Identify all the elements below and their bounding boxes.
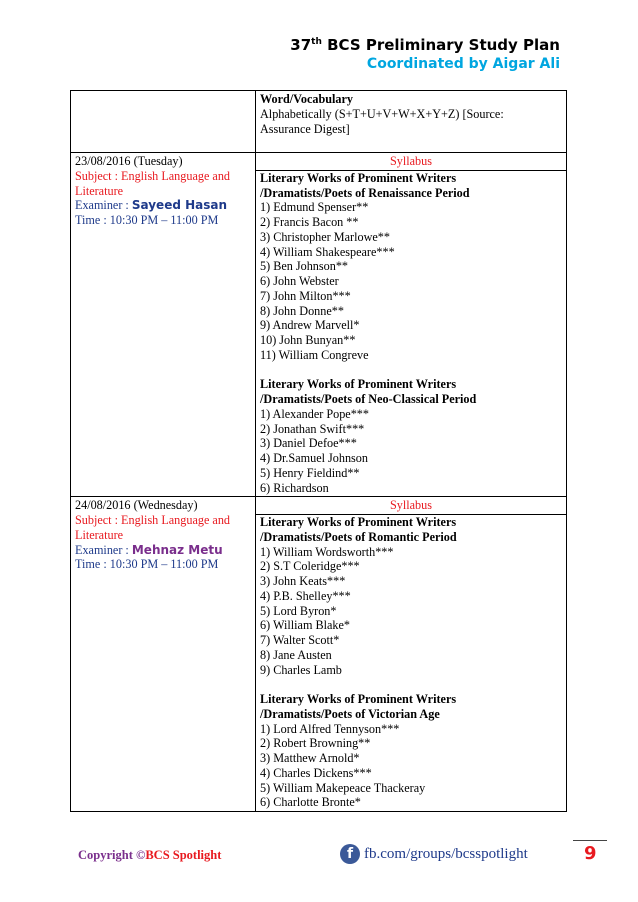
exam-date: 24/08/2016 (Wednesday) (75, 498, 198, 513)
document-title (290, 36, 560, 54)
facebook-group-link[interactable]: fb.com/groups/bcsspotlight (364, 845, 528, 862)
study-plan-table (70, 90, 567, 812)
syllabus-heading: Syllabus (256, 154, 566, 171)
spacer (260, 363, 562, 378)
list-item: 3) Matthew Arnold* (260, 751, 360, 765)
title-ordinal-suffix: th (311, 37, 322, 47)
list-item: 5) Lord Byron* (260, 603, 337, 618)
section-title: /Dramatists/Poets of Neo-Classical Period (260, 392, 477, 406)
section-title: Literary Works of Prominent Writers (260, 377, 457, 392)
section-title: /Dramatists/Poets of Renaissance Period (260, 185, 470, 200)
list-item: 9) Charles Lamb (260, 662, 342, 677)
list-item: 7) Walter Scott* (260, 633, 340, 647)
section-title: /Dramatists/Poets of Romantic Period (260, 529, 457, 544)
syllabus-heading: Syllabus (256, 498, 566, 515)
page-number: 9 (584, 843, 597, 864)
syllabus-cell (256, 153, 567, 497)
title-number: 37 (290, 36, 312, 54)
list-item: 2) Francis Bacon ** (260, 215, 359, 229)
vocab-line: Assurance Digest] (260, 121, 350, 136)
examiner-label: Examiner : (75, 198, 132, 213)
list-item: 2) S.T Coleridge*** (260, 559, 360, 574)
list-item: 4) P.B. Shelley*** (260, 588, 351, 603)
list-item: 1) Edmund Spenser** (260, 200, 369, 215)
section-title: Literary Works of Prominent Writers (260, 515, 457, 529)
list-item: 5) Ben Johnson** (260, 259, 349, 274)
exam-time: Time : 10:30 PM – 11:00 PM (75, 557, 219, 572)
list-item: 2) Jonathan Swift*** (260, 421, 365, 436)
list-item: 6) Charlotte Bronte* (260, 795, 361, 810)
list-item: 8) John Donne** (260, 303, 344, 318)
list-item: 3) Christopher Marlowe** (260, 229, 390, 244)
list-item: 6) William Blake* (260, 618, 350, 633)
list-item: 3) Daniel Defoe*** (260, 436, 357, 451)
spacer (260, 677, 562, 692)
list-item: 8) Jane Austen (260, 647, 332, 662)
list-item: 9) Andrew Marvell* (260, 318, 360, 333)
examiner-name: Sayeed Hasan (131, 198, 228, 213)
table-row (71, 91, 567, 153)
vocab-heading: Word/Vocabulary (260, 92, 353, 106)
page-number-divider (573, 840, 607, 841)
copyright-prefix: Copyright © (78, 848, 146, 862)
vocab-line: Alphabetically (S+T+U+V+W+X+Y+Z) [Source: (260, 106, 504, 121)
exam-time: Time : 10:30 PM – 11:00 PM (75, 213, 219, 227)
list-item: 11) William Congreve (260, 347, 369, 362)
list-item: 4) Charles Dickens*** (260, 765, 372, 780)
examiner-name: Mehnaz Metu (131, 542, 223, 557)
list-item: 5) Henry Fieldind** (260, 465, 360, 480)
copyright-brand: BCS Spotlight (145, 848, 222, 862)
examiner (75, 198, 251, 213)
exam-date: 23/08/2016 (Tuesday) (75, 154, 183, 168)
examiner-label: Examiner : (75, 542, 132, 557)
subject-line: Literature (75, 183, 124, 198)
list-item: 5) William Makepeace Thackeray (260, 780, 426, 795)
section-title: /Dramatists/Poets of Victorian Age (260, 706, 440, 721)
list-item: 1) Alexander Pope*** (260, 406, 369, 421)
schedule-cell (71, 153, 256, 497)
list-item: 6) John Webster (260, 274, 339, 288)
list-item: 7) John Milton*** (260, 288, 351, 303)
list-item: 1) Lord Alfred Tennyson*** (260, 721, 400, 736)
schedule-cell (71, 497, 256, 812)
subject-line: Literature (75, 527, 124, 542)
list-item: 6) Richardson (260, 480, 329, 495)
list-item: 10) John Bunyan** (260, 333, 356, 347)
list-item: 4) Dr.Samuel Johnson (260, 451, 368, 465)
list-item: 3) John Keats*** (260, 574, 346, 588)
subject-line: Subject : English Language and (75, 168, 231, 183)
list-item: 4) William Shakespeare*** (260, 244, 395, 259)
title-text: BCS Preliminary Study Plan (321, 36, 560, 54)
section-title: Literary Works of Prominent Writers (260, 170, 457, 185)
section-title: Literary Works of Prominent Writers (260, 692, 457, 706)
table-row (71, 153, 567, 497)
syllabus-cell (256, 497, 567, 812)
table-row (71, 497, 567, 812)
facebook-icon: f (340, 844, 360, 864)
left-cell-empty (71, 91, 256, 153)
vocab-cell (256, 91, 567, 153)
examiner (75, 543, 251, 558)
list-item: 2) Robert Browning** (260, 736, 371, 751)
facebook-group[interactable] (340, 844, 528, 864)
subject-line: Subject : English Language and (75, 513, 231, 527)
document-subtitle: Coordinated by Aigar Ali (366, 56, 560, 72)
list-item: 1) William Wordsworth*** (260, 544, 394, 559)
copyright-notice (78, 848, 221, 863)
spacer (260, 136, 562, 151)
